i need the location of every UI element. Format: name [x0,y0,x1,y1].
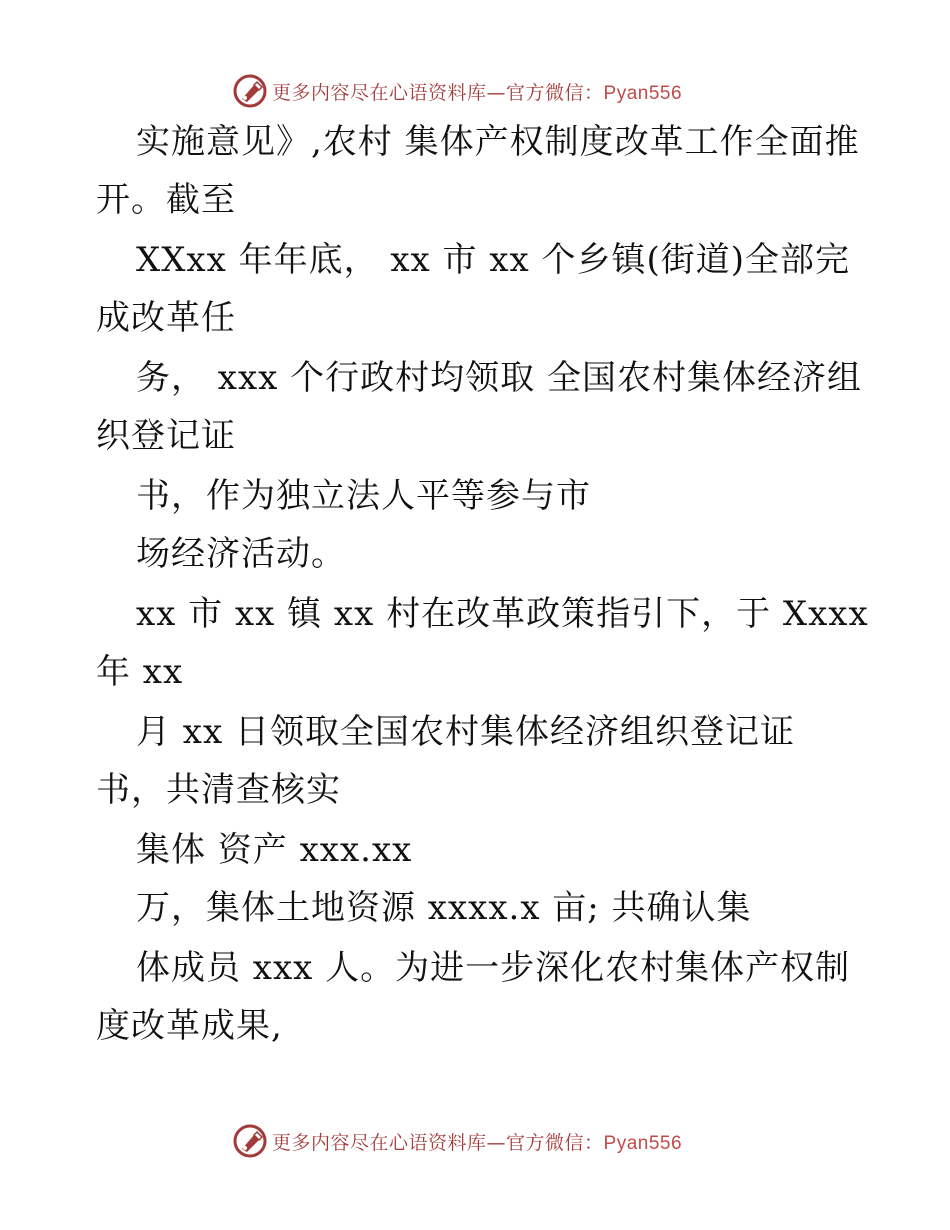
text-line: 织登记证 [96,416,236,456]
watermark-contact: Pyan556 [603,1132,683,1154]
pen-logo-icon [232,1123,268,1159]
watermark-text: 更多内容尽在心语资料库—官方微信：Pyan556 [272,81,683,104]
pen-logo-icon [232,73,268,109]
text-line: 度改革成果, [96,1006,283,1046]
text-line: 成改革任 [96,298,236,338]
text-line: 年 xx [96,652,184,692]
text-line: 月 xx 日领取全国农村集体经济组织登记证 [136,712,795,752]
text-line: 场经济活动。 [136,534,346,574]
text-line: 体成员 xxx 人。为进一步深化农村集体产权制 [136,948,851,988]
watermark-contact: Pyan556 [603,82,683,104]
text-line: 万，集体土地资源 xxxx.x 亩; 共确认集 [136,888,752,928]
text-line: 开。截至 [96,180,236,220]
watermark-text: 更多内容尽在心语资料库—官方微信：Pyan556 [272,1131,683,1154]
footer-watermark [232,1123,682,1159]
text-line: 书，共清查核实 [96,770,341,810]
text-line: 实施意见》,农村 集体产权制度改革工作全面推 [136,122,860,162]
text-line: 集体 资产 xxx.xx [136,830,413,870]
text-line: 书，作为独立法人平等参与市 [136,476,591,516]
text-line: xx 市 xx 镇 xx 村在改革政策指引下，于 Xxxx [136,594,869,634]
header-watermark [232,73,682,109]
text-line: XXxx 年年底， xx 市 xx 个乡镇(街道)全部完 [136,240,851,280]
text-line: 务， xxx 个行政村均领取 全国农村集体经济组 [136,358,862,398]
